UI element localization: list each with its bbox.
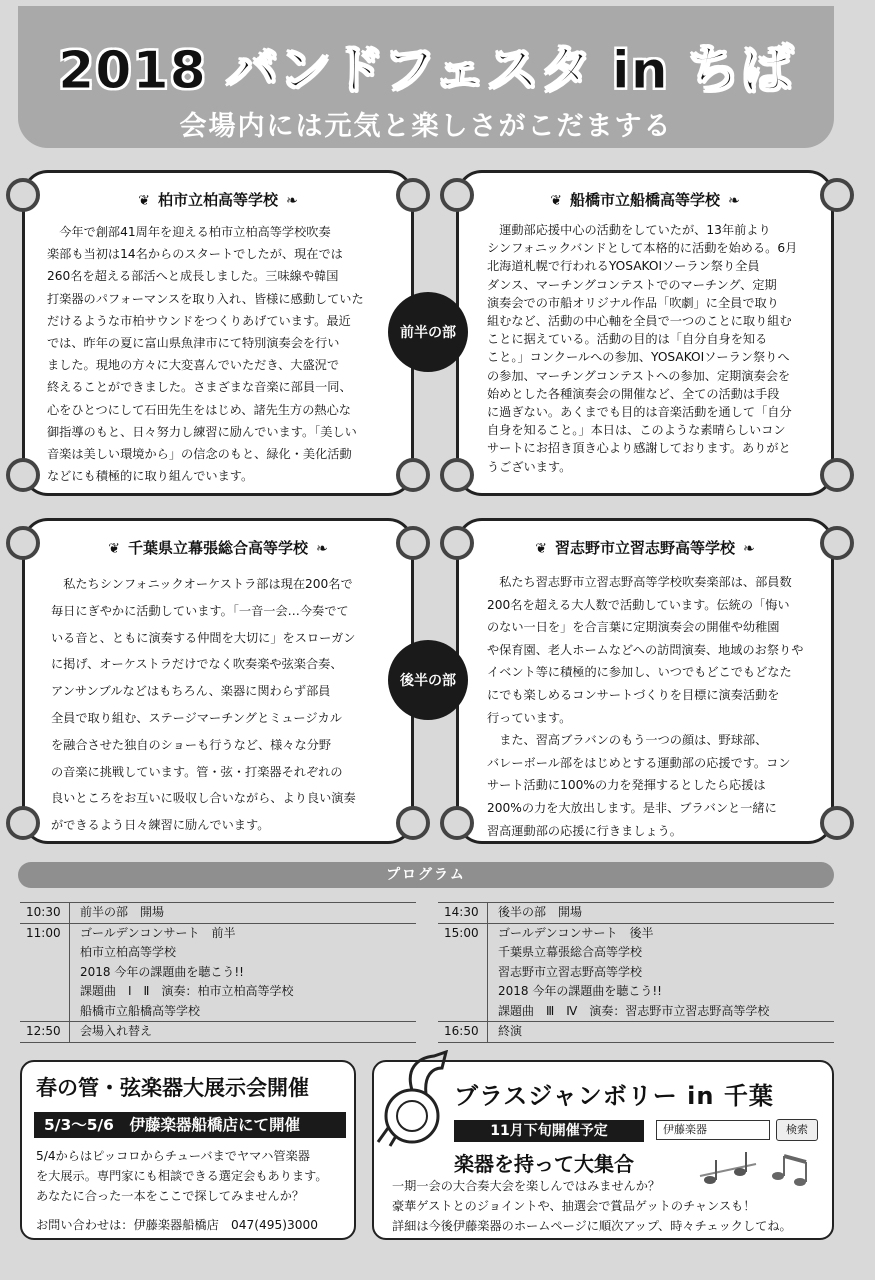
scroll-ornament-icon [396, 458, 430, 492]
scroll-ornament-icon [820, 526, 854, 560]
school-card-funabashi [456, 170, 834, 496]
jamboree-ad [372, 1060, 834, 1240]
leaf-ornament-icon: ❦ [138, 193, 150, 209]
table-row: 16:50 終演 [438, 1022, 834, 1043]
school-description: 私たち習志野市立習志野高等学校吹奏楽部は、部員数 200名を超える大人数で活動しています。伝統の「悔い のない一日を」を合言葉に定期演奏会の開催や幼稚園 や保育園、老人ホームなどへの訪問演奏、地域のお祭りや イベント等に積極的に参加し、いつでもどこでもどなた にでも楽しめるコンサートづくりを目標に演奏活動を 行っています。 また、習高ブラバンのもう一つの顔は、野球部、 バレーボール部をはじめとする運動部の応援です。コン サート活動に100%の力を発揮するとしたら応援は 200%の力を大放出します。是非、ブラバンと一緒に 習高運動部の応援に行きましょう。 [487, 575, 804, 838]
scroll-ornament-icon [440, 458, 474, 492]
title-banner [18, 6, 834, 148]
scroll-ornament-icon [440, 806, 474, 840]
school-description: 運動部応援中心の活動をしていたが、13年前より シンフォニックバンドとして本格的に活動を始める。6月 北海道札幌で行われるYOSAKOIソーラン祭り全員 ダンス、マーチングコンテストでのマーチング、定期 演奏会での市船オリジナル作品「吹劇」に全員で取り 組むなど、活動の中心軸を全員で一つのことに取り組む ことに据えている。活動の目的は「自分自身を知る こと。」コンクールへの参加、YOSAKOIソーラン祭りへ の参加、マーチングコンテストへの参加、定期演奏会を 始めとした各種演奏会の開催など、全ての活動は手段 に過ぎない。あくまでも目的は音楽活動を通して「自分 自身を知ること。」本日は、このような素晴らしいコン サートにお招き頂き心より感謝しております。ありがと うございます。 [487, 223, 798, 474]
program-time: 16:50 [438, 1022, 488, 1042]
program-table-second-half [438, 902, 834, 1043]
scroll-ornament-icon [396, 806, 430, 840]
scroll-ornament-icon [6, 806, 40, 840]
program-time: 15:00 [438, 924, 488, 1022]
school-name: 柏市立柏高等学校 [157, 191, 278, 209]
search-input[interactable]: 伊藤楽器 [656, 1120, 770, 1140]
jamboree-text: 一期一会の大合奏大会を楽しんではみませんか？ 豪華ゲストとのジョイントや、抽選会で賞品ゲットのチャンスも！ 詳細は今後伊藤楽器のホームページに順次アップ、時々チェックしてね。 [392, 1179, 792, 1233]
school-card-kashiwa [22, 170, 414, 496]
program-time: 10:30 [20, 903, 70, 923]
program-heading: プログラム [18, 862, 834, 888]
scroll-ornament-icon [440, 178, 474, 212]
school-description: 私たちシンフォニックオーケストラ部は現在200名で 毎日にぎやかに活動しています。「一音一会…今奏でて いる音と、ともに演奏する仲間を大切に」をスローガン に掲げ、オーケストラだけでなく吹奏楽や弦楽合奏、 アンサンブルなどはもちろん、楽器に関わらず部員 全員で取り組む、ステージマーチングとミュージカル を融合させた独自のショーも行うなど、様々な分野 の音楽に挑戦しています。管・弦・打楽器それぞれの 良いところをお互いに吸収し合いながら、より良い演奏 ができるよう日々練習に励んでいます。 [51, 577, 356, 833]
scroll-ornament-icon [396, 178, 430, 212]
program-time: 12:50 [20, 1022, 70, 1042]
jamboree-title: ブラスジャンボリー in 千葉 [454, 1082, 774, 1110]
leaf-ornament-icon: ❧ [728, 193, 740, 209]
program-table-first-half [20, 902, 416, 1043]
scroll-ornament-icon [6, 178, 40, 212]
leaf-ornament-icon: ❧ [316, 541, 328, 557]
program-time: 14:30 [438, 903, 488, 923]
school-name: 千葉県立幕張総合高等学校 [127, 539, 308, 557]
jamboree-date: 11月下旬開催予定 [454, 1120, 644, 1142]
table-row: 14:30 後半の部 開場 [438, 903, 834, 924]
exhibition-text: 5/4からはピッコロからチューバまでヤマハ管楽器 を大展示。専門家にも相談できる選定会もあります。 あなたに合った一本をここで探してみませんか？ [36, 1149, 328, 1203]
jamboree-subtitle: 楽器を持って大集合 [454, 1152, 634, 1176]
session-badge-second: 後半の部 [388, 640, 468, 720]
leaf-ornament-icon: ❧ [286, 193, 298, 209]
school-description: 今年で創部41周年を迎える柏市立柏高等学校吹奏 楽部も当初は14名からのスタートでしたが、現在では 260名を超える部活へと成長しました。三味線や韓国 打楽器のパフォーマンスを取り入れ、皆様に感動していた だけるような市柏サウンドをつくりあげています。最近 では、昨年の夏に富山県魚津市にて特別演奏会を行い ました。現地の方々に大変喜んでいただき、大盛況で 終えることができました。さまざまな音楽に部員一同、 心をひとつにして石田先生をはじめ、諸先生方の熱心な 御指導のもと、日々努力し練習に励んでいます。「美しい 音楽は美しい環境から」の信念のもと、緑化・美化活動 などにも積極的に取り組んでいます。 [47, 225, 364, 484]
session-badge-first: 前半の部 [388, 292, 468, 372]
scroll-ornament-icon [6, 458, 40, 492]
exhibition-ad [20, 1060, 356, 1240]
table-row: 10:30 前半の部 開場 [20, 903, 416, 924]
exhibition-title: 春の管・弦楽器大展示会開催 [36, 1076, 309, 1100]
scroll-ornament-icon [820, 178, 854, 212]
exhibition-date: 5/3〜5/6 伊藤楽器船橋店にて開催 [34, 1112, 346, 1138]
scroll-ornament-icon [820, 458, 854, 492]
leaf-ornament-icon: ❧ [743, 541, 755, 557]
exhibition-contact: お問い合わせは：伊藤楽器船橋店 047(495)3000 [36, 1218, 319, 1232]
school-card-makuhari [22, 518, 414, 844]
table-row: 12:50 会場入れ替え [20, 1022, 416, 1043]
table-row: 11:00 ゴールデンコンサート 前半 柏市立柏高等学校 2018 今年の課題曲を聴こう!! 課題曲 Ⅰ Ⅱ 演奏：柏市立柏高等学校 船橋市立船橋高等学校 [20, 924, 416, 1023]
school-card-narashino [456, 518, 834, 844]
scroll-ornament-icon [440, 526, 474, 560]
school-name: 船橋市立船橋高等学校 [569, 191, 720, 209]
leaf-ornament-icon: ❦ [535, 541, 547, 557]
table-row: 15:00 ゴールデンコンサート 後半 千葉県立幕張総合高等学校 習志野市立習志野高等学校 2018 今年の課題曲を聴こう!! 課題曲 Ⅲ Ⅳ 演奏：習志野市立習志野高等学校 [438, 924, 834, 1023]
search-button[interactable]: 検索 [776, 1119, 818, 1141]
page-subtitle: 会場内には元気と楽しさがこだまする [179, 111, 673, 142]
french-horn-icon [376, 1050, 452, 1150]
program-time: 11:00 [20, 924, 70, 1022]
scroll-ornament-icon [6, 526, 40, 560]
leaf-ornament-icon: ❦ [108, 541, 120, 557]
scroll-ornament-icon [396, 526, 430, 560]
leaf-ornament-icon: ❦ [550, 193, 562, 209]
school-name: 習志野市立習志野高等学校 [554, 539, 735, 557]
scroll-ornament-icon [820, 806, 854, 840]
page-title: 2018 バンドフェスタ in ちば [58, 41, 794, 101]
